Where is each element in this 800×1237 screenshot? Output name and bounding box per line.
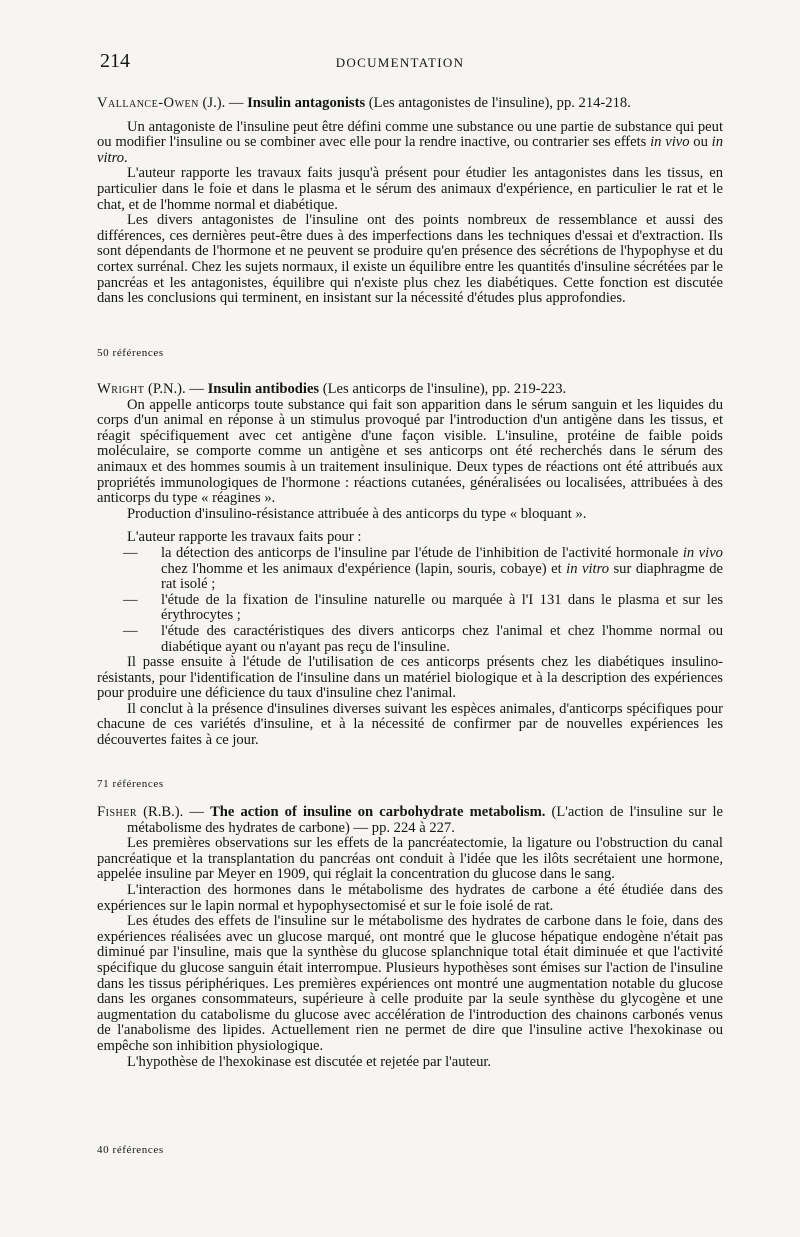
article-subtitle: (L'action de l'insuline sur le métabolisme des hydrates de carbone) — pp. 224 à 227.	[127, 804, 724, 836]
running-head: DOCUMENTATION	[335, 55, 465, 70]
article-heading	[97, 96, 723, 112]
list-item: — la détection des anticorps de l'insuline par l'étude de l'inhibition de l'activité hormonale in vivo chez l'homme et les animaux d'expérience (lapin, souris, cobaye) et in vitro sur diaphragme de rat isolé ;	[123, 544, 723, 593]
latin-term: in vitro	[566, 560, 610, 577]
dash: —	[185, 381, 208, 397]
reference-count: 40 références	[97, 1144, 164, 1156]
dash: —	[225, 95, 248, 111]
list-item: — l'étude des caractéristiques des divers anticorps chez l'animal et chez l'homme normal ou diabétique ayant ou n'ayant pas reçu de l'insuline.	[123, 622, 723, 655]
paragraph: Il passe ensuite à l'étude de l'utilisation de ces anticorps présents chez les diabétiques insulino-résistants, pour l'identification de l'insuline dans un matériel biologique et à la description des expériences pour produire une déficience du taux d'insuline chez l'animal.	[97, 654, 723, 702]
article-title: Insulin antagonists	[247, 95, 366, 111]
article-heading	[97, 382, 723, 398]
dash-bullet: —	[123, 591, 138, 608]
paragraph: On appelle anticorps toute substance qui fait son apparition dans le sérum sanguin et les liquides du corps d'un animal en réponse à un stimulus provoqué par l'introduction d'un antigène dans les tissus, et réagit spécifiquement avec cet antigène d'une façon visible. L'insuline, protéine de faible poids moléculaire, se comporte comme un antigène et ses anticorps ont été recherchés dans le sérum des animaux et des hommes soumis à un traitement insulinique. Deux types de réactions ont été attribués aux propriétés immunologiques de l'hormone : réactions cutanées, généralisées ou localisées, attribuées à des anticorps du type « réagines ».	[97, 396, 723, 507]
author-initials: (P.N.).	[147, 381, 186, 397]
article-title: Insulin antibodies	[207, 381, 320, 397]
author-name: Wright	[97, 381, 145, 397]
author-initials: (R.B.).	[143, 804, 184, 820]
paragraph: Production d'insulino-résistance attribuée à des anticorps du type « bloquant ».	[127, 505, 587, 522]
paragraph: L'hypothèse de l'hexokinase est discutée et rejetée par l'auteur.	[127, 1053, 492, 1070]
latin-term: in vivo	[650, 134, 690, 151]
author-name: Vallance-Owen	[97, 95, 199, 111]
article-wright	[97, 382, 723, 749]
dash: —	[183, 804, 211, 820]
paragraph: Les premières observations sur les effets de la pancréatectomie, la ligature ou l'obstruction du canal pancréatique et la transplantation du pancréas ont conduit à l'idée que les ilôts secrétaient une hormone, appelée insuline par Meyer en 1909, qui réglait la concentration du glucose dans le sang.	[97, 835, 723, 883]
reference-count: 50 références	[97, 347, 164, 359]
dash-bullet: —	[123, 622, 138, 639]
latin-term: in vivo	[682, 544, 723, 561]
paragraph: Il conclut à la présence d'insulines diverses suivant les espèces animales, d'anticorps spécifiques pour chacune de ces variétés d'insuline, et à la nécessité de confirmer par de nouvelles expériences les découvertes faites à ce jour.	[97, 700, 723, 749]
paragraph: L'interaction des hormones dans le métabolisme des hydrates de carbone a été étudiée dans des expériences sur le lapin normal et hypophysectomisé et sur le foie isolé de rat.	[97, 881, 723, 914]
page-number: 214	[100, 50, 130, 72]
article-subtitle: (Les anticorps de l'insuline), pp. 219-223.	[319, 381, 567, 397]
article-vallance-owen	[97, 96, 723, 307]
dash-bullet: —	[123, 544, 138, 561]
author-initials: (J.).	[202, 95, 226, 111]
article-subtitle: (Les antagonistes de l'insuline), pp. 214-218.	[365, 95, 631, 111]
paragraph: Les études des effets de l'insuline sur le métabolisme des hydrates de carbone dans le foie, dans des expériences réalisées avec un glucose marqué, ont montré que le glucose hépatique endogène n'était pas diminué par l'insuline, mais que la synthèse du glucose splanchnique total était diminuée et que l'activité spécifique du glucose sanguin était interrompue. Plusieurs hypothèses sont émises sur l'action de l'insuline dans les tissus périphériques. Les premières expériences ont montré une augmentation notable du glucose dans les organes consommateurs, supérieure à celle produite par la seule synthèse du glycogène et une augmentation du catabolisme du glucose avec accélération de l'introduction des chainons carbonés venus de l'anabolisme des lipides. Actuellement rien ne permet de dire que l'insuline active l'hexokinase ou empêche son inhibition physiologique.	[97, 913, 723, 1054]
latin-term: in vitro	[97, 134, 724, 166]
paragraph: L'auteur rapporte les travaux faits jusqu'à présent pour étudier les antagonistes dans les tissus, en particulier dans le foie et dans le plasma et le sérum des animaux d'expérience, en particulier le rat et le chat, et de l'homme normal et diabétique.	[97, 165, 723, 213]
paragraph: Les divers antagonistes de l'insuline ont des points nombreux de ressemblance et aussi des différences, ces dernières peut-être dues à des imperfections dans les techniques d'essai et d'extraction. Ils sont dépendants de l'hormone et ne peuvent se produire qu'en présence des sécrétions de l'hypophyse et du cortex surrénal. Chez les sujets normaux, il existe un équilibre entre les quantités d'insuline sécrétées par le pancréas et les antagonistes, équilibre qui n'existe plus chez les diabétiques. Cette fonction est discutée dans les conclusions qui terminent, en insistant sur la nécessité d'études plus approfondies.	[97, 212, 723, 307]
paragraph: L'auteur rapporte les travaux faits pour :	[127, 529, 362, 546]
author-name: Fisher	[97, 804, 138, 820]
study-list	[97, 546, 723, 655]
article-fisher	[97, 805, 723, 1070]
list-item: — l'étude de la fixation de l'insuline naturelle ou marquée à l'I 131 dans le plasma et sur les érythrocytes ;	[123, 591, 723, 624]
article-heading	[97, 805, 723, 836]
paragraph: Un antagoniste de l'insuline peut être défini comme une substance ou une partie de substance qui peut ou modifier l'insuline ou se combiner avec elle pour la rendre inactive, ou contrarier ses effets in vivo ou in vitro.	[97, 118, 724, 166]
reference-count: 71 références	[97, 778, 164, 790]
article-title: The action of insuline on carbohydrate metabolism.	[210, 804, 546, 820]
